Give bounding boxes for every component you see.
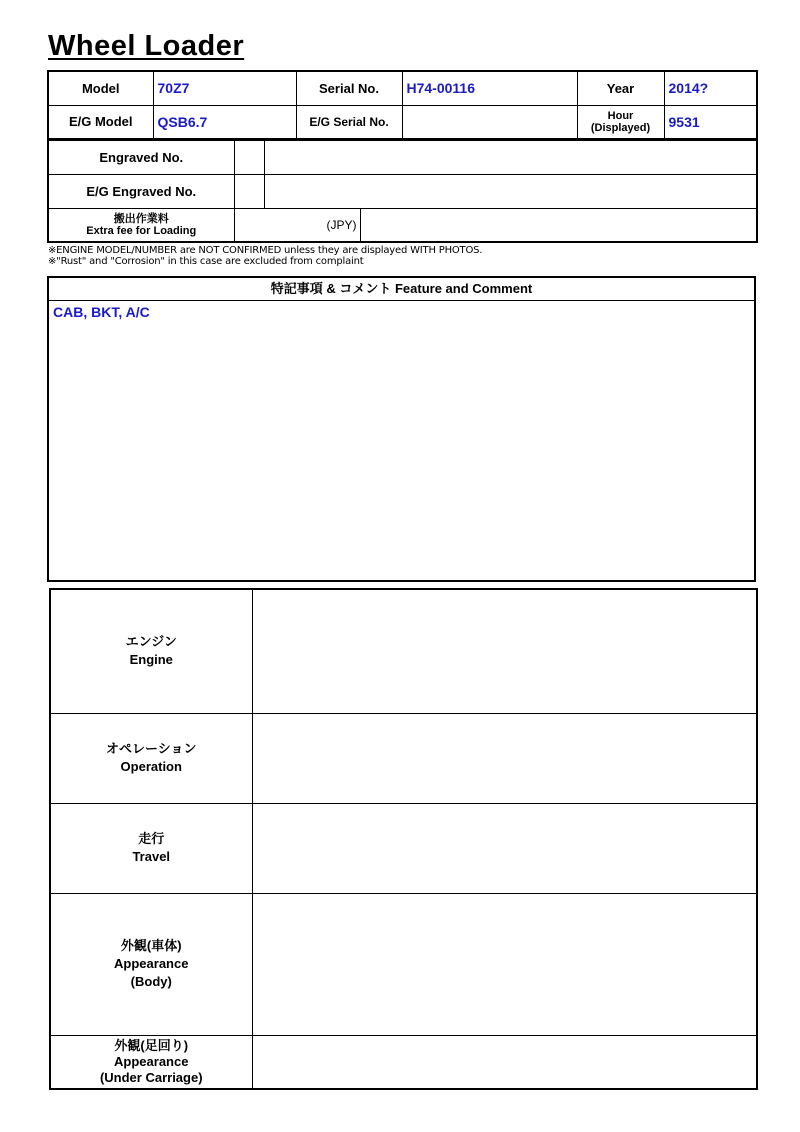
table-row bbox=[50, 713, 757, 803]
loading-fee-unit: (JPY) bbox=[234, 208, 360, 242]
category-jp: 外観(足回り) bbox=[114, 1037, 189, 1053]
eg-model-value: QSB6.7 bbox=[153, 105, 296, 139]
condition-table bbox=[49, 588, 758, 1090]
category-en: Appearance bbox=[114, 1053, 189, 1069]
table-row bbox=[50, 1035, 757, 1089]
machine-info-table bbox=[47, 70, 758, 140]
feature-comment-body: CAB, BKT, A/C bbox=[53, 304, 150, 320]
category-travel bbox=[50, 803, 252, 893]
hour-value: 9531 bbox=[664, 105, 757, 139]
category-jp: オペレーション bbox=[106, 741, 197, 756]
loading-fee-label-jp: 搬出作業料 bbox=[113, 212, 169, 225]
category-jp: エンジン bbox=[125, 634, 177, 650]
year-label: Year bbox=[577, 71, 664, 105]
loading-fee-label bbox=[48, 208, 234, 242]
category-appearance-undercarriage bbox=[50, 1035, 252, 1089]
eg-engraved-check-cell bbox=[234, 174, 264, 208]
serial-label: Serial No. bbox=[296, 71, 402, 105]
engraved-value-cell bbox=[264, 140, 757, 174]
hour-label bbox=[577, 105, 664, 139]
table-row bbox=[50, 803, 757, 893]
engraved-table bbox=[47, 139, 758, 243]
eg-serial-value bbox=[402, 105, 577, 139]
category-en: Travel bbox=[132, 849, 171, 864]
model-value: 70Z7 bbox=[153, 71, 296, 105]
eg-model-label: E/G Model bbox=[48, 105, 153, 139]
eg-engraved-value-cell bbox=[264, 174, 757, 208]
note-engine: ※ENGINE MODEL/NUMBER are NOT CONFIRMED unless they are displayed WITH PHOTOS. bbox=[48, 245, 483, 256]
engraved-check-cell bbox=[234, 140, 264, 174]
year-value: 2014? bbox=[664, 71, 757, 105]
loading-fee-extra-cell bbox=[360, 208, 757, 242]
category-content bbox=[252, 1035, 757, 1089]
category-content bbox=[252, 589, 757, 713]
category-en: Operation bbox=[120, 759, 182, 774]
feature-comment-box bbox=[47, 276, 756, 582]
category-en: Appearance bbox=[114, 956, 189, 971]
category-content bbox=[252, 803, 757, 893]
category-jp: 外観(車体) bbox=[120, 938, 182, 953]
page-title: Wheel Loader bbox=[48, 30, 245, 62]
model-label: Model bbox=[48, 71, 153, 105]
category-appearance-body bbox=[50, 893, 252, 1035]
category-operation bbox=[50, 713, 252, 803]
hour-label-line1: Hour bbox=[607, 109, 634, 122]
category-en-sub: (Under Carriage) bbox=[99, 1069, 203, 1085]
note-rust: ※"Rust" and "Corrosion" in this case are excluded from complaint bbox=[48, 256, 364, 267]
feature-comment-header: 特記事項 & コメント Feature and Comment bbox=[49, 278, 754, 301]
table-row bbox=[50, 589, 757, 713]
disclaimer-notes bbox=[48, 245, 482, 267]
engraved-label: Engraved No. bbox=[48, 140, 234, 174]
category-content bbox=[252, 893, 757, 1035]
hour-label-line2: (Displayed) bbox=[590, 121, 651, 134]
category-content bbox=[252, 713, 757, 803]
category-engine bbox=[50, 589, 252, 713]
eg-engraved-label: E/G Engraved No. bbox=[48, 174, 234, 208]
category-en: Engine bbox=[129, 652, 173, 668]
category-en-sub: (Body) bbox=[130, 974, 172, 989]
serial-value: H74-00116 bbox=[402, 71, 577, 105]
loading-fee-label-en: Extra fee for Loading bbox=[86, 224, 197, 237]
table-row bbox=[50, 893, 757, 1035]
eg-serial-label: E/G Serial No. bbox=[296, 105, 402, 139]
category-jp: 走行 bbox=[138, 831, 165, 846]
